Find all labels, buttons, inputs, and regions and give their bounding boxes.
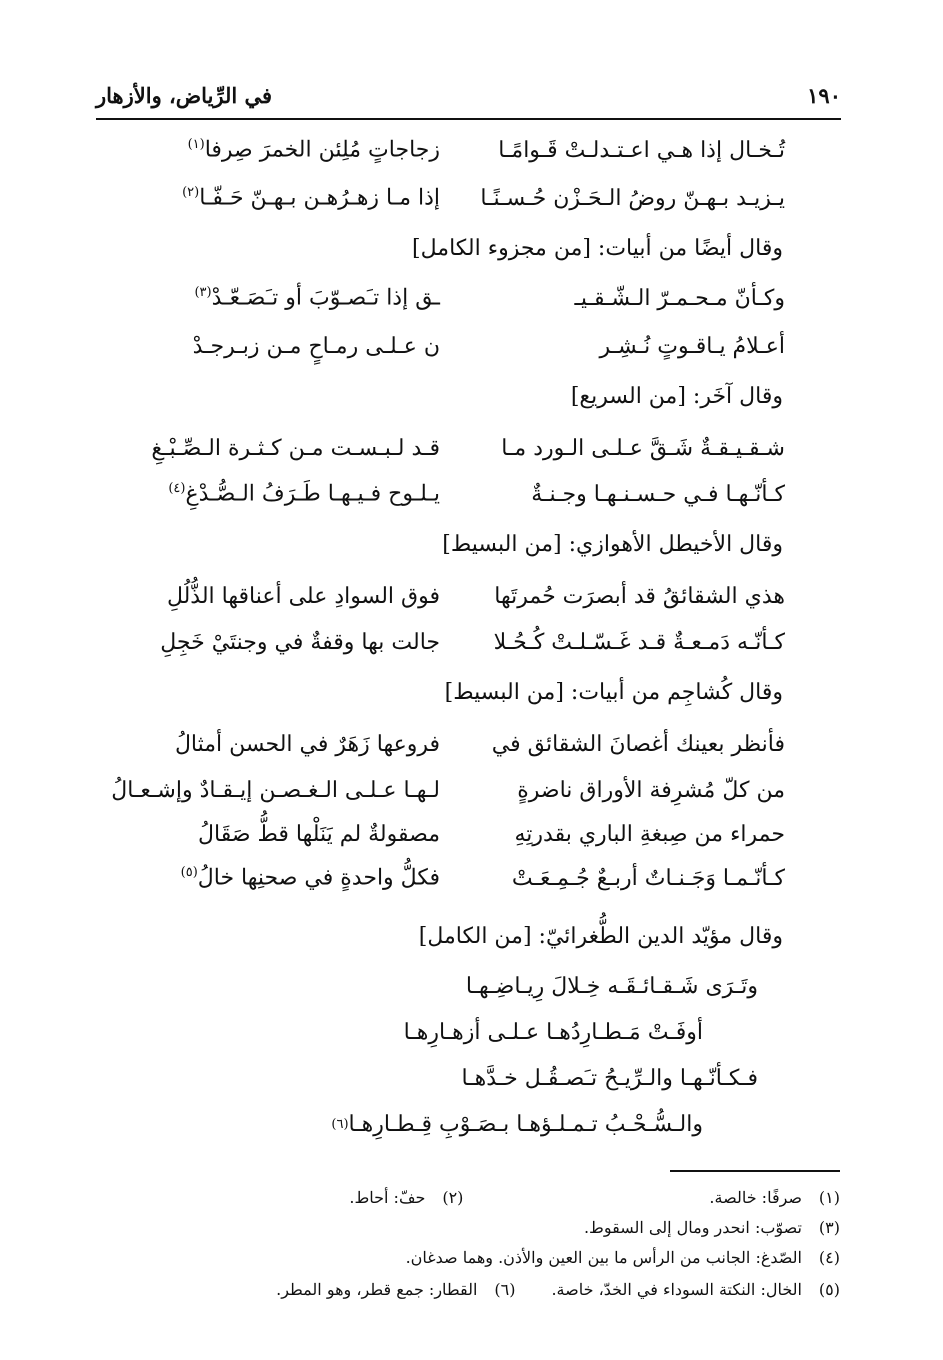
poem-line-text: والـسُّـحْـبُ تـمـلـؤهـا بـصَـوْبِ قِـطـارِهـا — [348, 1111, 703, 1137]
second-hemistich: مصقولةٌ لم يَنَلْها قطُّ صَقَالُ — [198, 821, 440, 847]
verse-line — [140, 724, 785, 764]
first-hemistich: شـقـيـقـةٌ شَـقَّ عـلـى الـورد مـا — [501, 435, 785, 461]
footnote-text: الصّدغ: الجانب من الرأس ما بين العين والأذن. وهما صدغان. — [405, 1247, 802, 1267]
footnote-text: صرفًا: خالصة. — [709, 1187, 802, 1207]
poem-line: فـكـأنّـهـا والـرِّيـحُ تـَصـقُـل خـدَّهـا — [461, 1065, 758, 1091]
footnote-marker: (١) — [187, 137, 205, 153]
first-hemistich: من كلّ مُشرِفة الأوراق ناضرةٍ — [517, 777, 785, 803]
hemistich-text: زجاجاتٍ مُلِئن الخمرَ صِرفا — [204, 137, 440, 163]
footnote-number: (٢) — [442, 1187, 464, 1207]
footnote-text: حفّ: أحاط. — [349, 1187, 426, 1207]
verse-line — [140, 428, 785, 468]
verse-line — [140, 326, 785, 366]
header-rule — [96, 118, 841, 120]
second-hemistich: جالت بها وقفةٌ في وجنتَيْ خَجِلِ — [160, 629, 440, 655]
first-hemistich: فأنظر بعينك أغصانَ الشقائق في — [491, 731, 785, 757]
first-hemistich: أعـلامُ يـاقـوتٍ نُـشِـر — [599, 333, 785, 359]
verse-line — [140, 178, 785, 218]
hemistich-text: ـق إذا تـَصـوّبَ أو تـَصَـعّـدْ — [211, 285, 440, 311]
footnote-text: تصوّب: انحدر ومال إلى السقوط. — [583, 1217, 802, 1237]
poem-line — [331, 1104, 703, 1144]
first-hemistich: تُـخـال إذا هـي اعـتـدلـتْ قَـوامًـا — [498, 137, 785, 163]
page-header — [96, 78, 841, 112]
footnote-number: (٣) — [818, 1217, 840, 1237]
second-hemistich: فوق السوادِ على أعناقها الذُّلُلِ — [166, 583, 440, 609]
second-hemistich — [140, 185, 440, 210]
first-hemistich: هذي الشقائقُ قد أبصرَت حُمرتَها — [494, 583, 785, 609]
poem-line: وتَـرَى شَـقـائـقَـه خِـلالَ رِيـاضِـهـا — [465, 973, 758, 999]
poem-intro: وقال آخَر: [من السريع] — [570, 383, 783, 409]
first-hemistich: كـأنّـهـا فـي حـسـنـهـا وجـنـةٌ — [531, 481, 785, 507]
verse-line — [140, 474, 785, 514]
first-hemistich: كـأنّـمـا وَجَـنـاتٌ أربـعٌ جُـمِـعَـتْ — [511, 865, 785, 891]
second-hemistich — [140, 865, 440, 890]
second-hemistich: قـد لـبـسـت مـن كـثـرة الـصِّـبْـغِ — [151, 435, 440, 461]
footnote-marker: (٦) — [331, 1116, 349, 1132]
hemistich-text: فكلُّ واحدةٍ في صحنِها خالُ — [197, 865, 440, 891]
footnote-rule — [670, 1170, 840, 1172]
footnote-number: (٦) — [494, 1279, 516, 1299]
hemistich-text: يـلـوح فـيـهـا طَـرَفُ الـصُّـدْغِ — [185, 481, 440, 507]
second-hemistich: ن عـلـى رمـاحٍ مـن زبـرجـدْ — [192, 333, 440, 359]
hemistich-text: إذا مـا زهـرُهـن بـهـنّ حَـفّـا — [199, 185, 440, 211]
footnote-number: (٥) — [818, 1279, 840, 1299]
verse-line — [140, 622, 785, 662]
footnote-number: (٤) — [818, 1247, 840, 1267]
page-number: ١٩٠ — [807, 82, 841, 108]
second-hemistich — [140, 285, 440, 310]
verse-line — [140, 858, 785, 898]
second-hemistich: لـهـا عـلـى الـغـصـن إيـقـادٌ وإشـعـالُ — [111, 777, 440, 803]
footnote-row — [584, 1214, 840, 1240]
running-title: في الرِّياض، والأزهار — [96, 82, 273, 108]
first-hemistich: كـأنّـه دَمـعـةٌ قـد غَـسّـلـتْ كُـحُـلا — [493, 629, 785, 655]
footnote-text: الخال: النكتة السوداء في الخدّ، خاصة. — [551, 1279, 802, 1299]
first-hemistich: وكـأنّ مـحـمـرّ الـشّـقـيـ — [574, 285, 785, 311]
first-hemistich: يـزيـد بـهـنّ روضُ الـحَـزْن حُـسـنًـا — [480, 185, 785, 211]
footnote-number: (١) — [818, 1187, 840, 1207]
footnote-marker: (٥) — [180, 865, 198, 881]
footnote-text: القطار: جمع قطر، وهو المطر. — [276, 1279, 478, 1299]
second-hemistich: فروعها زَهَرٌ في الحسن أمثالُ — [174, 731, 440, 757]
verse-line — [111, 770, 785, 810]
second-hemistich — [140, 137, 440, 162]
poem-intro: وقال كُشاجِم من أبيات: [من البسيط] — [444, 679, 783, 705]
verse-line — [140, 576, 785, 616]
footnote-marker: (٢) — [182, 185, 200, 201]
footnote-marker: (٤) — [168, 481, 186, 497]
poem-line: أوفَـتْ مَـطـارِدُهـا عـلـى أزهـارِهـا — [403, 1019, 703, 1045]
second-hemistich — [140, 481, 440, 506]
verse-line — [140, 278, 785, 318]
footnote-row — [349, 1184, 840, 1210]
footnote-marker: (٣) — [194, 285, 212, 301]
verse-line — [140, 814, 785, 854]
verse-line — [140, 130, 785, 170]
poem-intro: وقال أيضًا من أبيات: [من مجزوء الكامل] — [412, 235, 783, 261]
footnote-row — [406, 1244, 840, 1270]
first-hemistich: حمراء من صِبغةِ الباري بقدرتِهِ — [514, 821, 785, 847]
poem-intro: وقال الأخيطل الأهوازي: [من البسيط] — [442, 531, 783, 557]
footnote-row — [276, 1276, 840, 1302]
poem-intro: وقال مؤيّد الدين الطُّغرائيّ: [من الكامل] — [418, 923, 783, 949]
